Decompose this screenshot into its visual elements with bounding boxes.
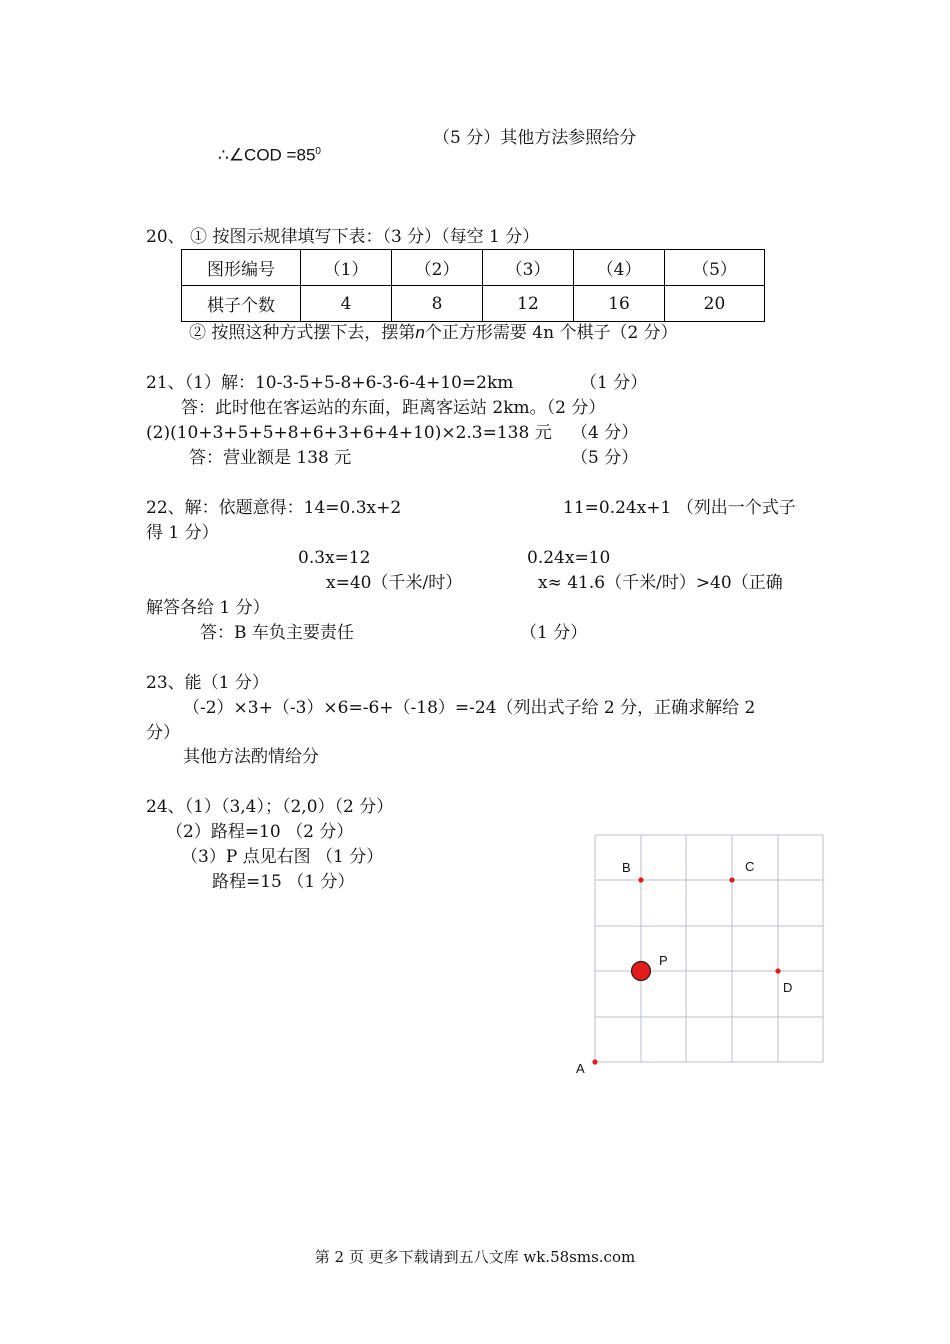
table-cell: （2） (392, 250, 483, 286)
label-b: B (622, 860, 631, 875)
q22-line1: 22、解：依题意得：14=0.3x+2 (146, 498, 402, 518)
q22-line3-left: 0.3x=12 (298, 548, 371, 568)
q22-line4-left: x=40（千米/时） (326, 573, 463, 593)
label-d: D (783, 980, 793, 995)
q21-line1: 21、（1）解：10-3-5+5-8+6-3-6-4+10=2km (146, 373, 514, 393)
point-c (729, 877, 734, 882)
point-b (638, 877, 643, 882)
table-row (182, 250, 765, 286)
label-c: C (745, 859, 755, 874)
q22-line6-score: （1 分） (520, 623, 588, 643)
q22-line3-right: 0.24x=10 (527, 548, 611, 568)
q23-line1: 23、能（1 分） (146, 673, 269, 693)
q22-line6: 答：B 车负主要责任 (200, 623, 354, 643)
q20-part2: ② 按照这种方式摆下去，摆第n个正方形需要 4n 个棋子（2 分） (189, 323, 678, 343)
q24-line2: （2）路程=10 （2 分） (166, 822, 354, 842)
q21-line3: (2)(10+3+5+5+8+6+3+6+4+10)×2.3=138 元 (146, 423, 552, 443)
table-row (182, 286, 765, 322)
table-header-cell: 棋子个数 (182, 286, 301, 322)
q24-line4: 路程=15 （1 分） (212, 872, 355, 892)
table-header-cell: 图形编号 (182, 250, 301, 286)
label-p: P (659, 953, 668, 968)
q21-line2: 答：此时他在客运站的东面，距离客运站 2km。（2 分） (181, 398, 606, 418)
q24-line1: 24、（1）（3,4）；（2,0）（2 分） (146, 797, 394, 817)
table-cell: 4 (301, 286, 392, 322)
table-cell: 8 (392, 286, 483, 322)
q23-line2: （-2）×3+（-3）×6=-6+（-18）=-24（列出式子给 2 分，正确求解给 2 (183, 698, 756, 718)
q22-line4-right: x≈ 41.6（千米/时）>40（正确 (538, 573, 783, 593)
q21-line1-score: （1 分） (580, 373, 648, 393)
q20-heading: 20、 ① 按图示规律填写下表：（3 分）（每空 1 分） (146, 227, 540, 247)
q24-line3: （3）P 点见右图 （1 分） (181, 847, 384, 867)
q21-line4: 答：营业额是 138 元 (189, 448, 352, 468)
coordinate-grid (560, 820, 840, 1090)
table-cell: （5） (665, 250, 765, 286)
q21-line3-score: （4 分） (571, 423, 639, 443)
q22-line2: 得 1 分） (146, 523, 219, 543)
q21-line4-score: （5 分） (571, 448, 639, 468)
q19-score-note: （5 分）其他方法参照给分 (433, 128, 637, 148)
table-cell: 12 (483, 286, 574, 322)
point-p (632, 962, 651, 981)
label-a: A (576, 1061, 585, 1076)
table-cell: 16 (574, 286, 665, 322)
point-d (775, 968, 780, 973)
table-cell: （4） (574, 250, 665, 286)
page-footer: 第 2 页 更多下载请到五八文库 wk.58sms.com (314, 1248, 636, 1266)
q23-line3: 分） (146, 723, 180, 743)
q22-line5: 解答各给 1 分） (146, 598, 270, 618)
table-cell: （1） (301, 250, 392, 286)
table-cell: 20 (665, 286, 765, 322)
q20-table (181, 249, 765, 322)
point-a (592, 1059, 597, 1064)
table-cell: （3） (483, 250, 574, 286)
q23-line4: 其他方法酌情给分 (183, 747, 319, 767)
q22-line1-right: 11=0.24x+1 （列出一个式子 (563, 498, 796, 518)
therefore-cod-line: ∴∠COD $=85^0$ (218, 145, 321, 165)
